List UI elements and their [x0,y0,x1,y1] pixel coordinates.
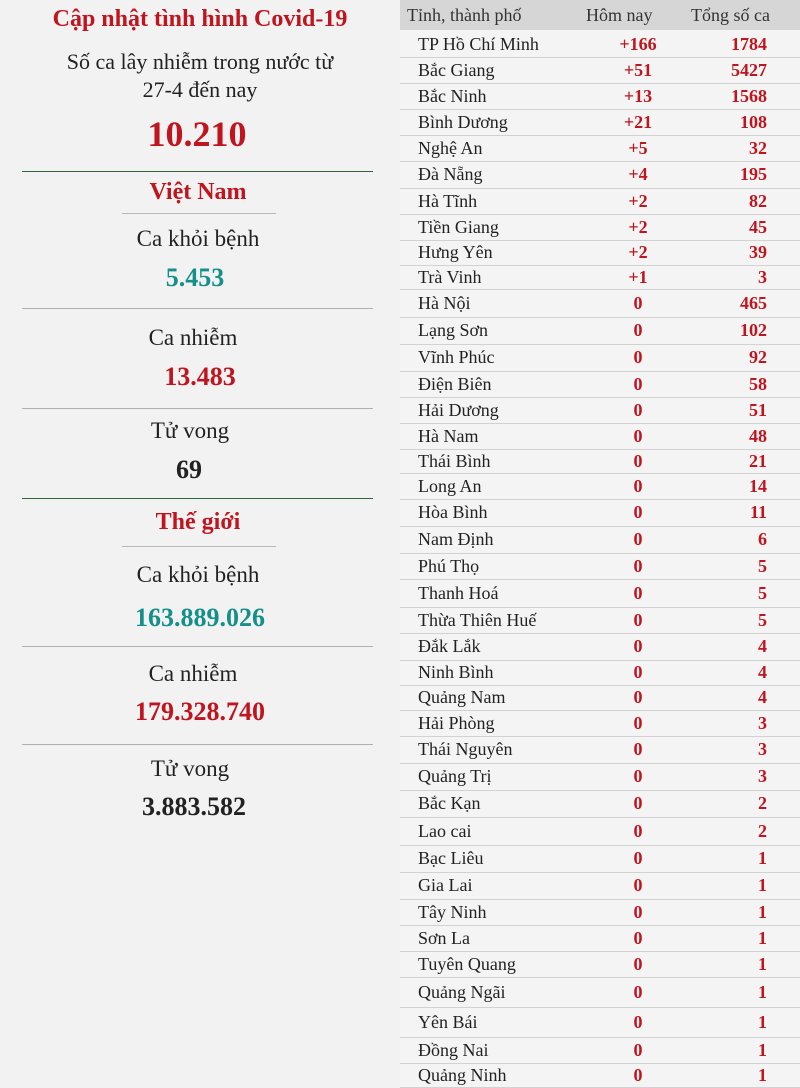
today-count: 0 [633,928,643,948]
total-count: 4 [758,662,767,682]
table-row [400,1008,800,1038]
subtitle-line-1: Số ca lây nhiễm trong nước từ [66,49,334,74]
table-row [400,580,800,608]
province-name: Lao cai [418,821,472,841]
table-row [400,737,800,764]
today-count: +2 [628,242,648,262]
today-count: 0 [633,1040,643,1060]
today-count: +4 [628,164,648,184]
province-name: Hà Nội [418,293,471,313]
today-count: 0 [633,293,643,313]
world-infected-value: 179.328.740 [135,697,265,726]
province-name: Hưng Yên [418,242,493,262]
total-count: 195 [740,164,767,184]
province-name: Vĩnh Phúc [418,347,495,367]
world-recovered-label: Ca khỏi bệnh [136,562,260,587]
table-row [400,318,800,345]
total-count: 1 [758,954,767,974]
vn-infected-value: 13.483 [164,362,236,391]
province-name: Thái Bình [418,451,491,471]
table-row [400,372,800,398]
domestic-total-value: 10.210 [147,114,247,154]
subtitle-line-2: 27-4 đến nay [142,77,258,102]
province-name: Bạc Liêu [418,848,484,868]
total-count: 1568 [731,86,767,106]
page-title: Cập nhật tình hình Covid-19 [52,6,348,32]
total-count: 45 [749,217,767,237]
table-row [400,978,800,1008]
province-name: Bắc Giang [418,60,495,80]
today-count: 0 [633,848,643,868]
table-row [400,136,800,162]
today-count: +21 [623,112,653,132]
total-count: 465 [740,293,767,313]
province-name: Phú Thọ [418,556,480,576]
table-row [400,32,800,58]
total-count: 4 [758,687,767,707]
total-count: 1 [758,848,767,868]
province-name: Bình Dương [418,112,508,132]
today-count: 0 [633,347,643,367]
table-row [400,1038,800,1064]
table-row [400,84,800,110]
table-row [400,527,800,554]
row-divider [22,308,373,309]
today-count: 0 [633,902,643,922]
province-name: TP Hồ Chí Minh [418,34,539,54]
total-count: 1784 [731,34,767,54]
total-count: 6 [758,529,767,549]
domestic-subtitle [20,48,380,104]
total-count: 51 [749,400,767,420]
today-count: 0 [633,713,643,733]
today-count: 0 [633,662,643,682]
total-count: 39 [749,242,767,262]
total-count: 3 [758,267,767,287]
total-count: 58 [749,374,767,394]
today-count: 0 [633,636,643,656]
total-count: 4 [758,636,767,656]
vn-recovered-label: Ca khỏi bệnh [136,226,260,251]
today-count: 0 [633,793,643,813]
world-deaths-value: 3.883.582 [142,792,246,821]
vietnam-section-title: Việt Nam [149,179,247,205]
today-count: 0 [633,529,643,549]
table-row [400,818,800,846]
province-name: Quảng Ninh [418,1065,507,1085]
section-divider [22,498,373,499]
today-count: 0 [633,875,643,895]
province-name: Nam Định [418,529,494,549]
table-row [400,952,800,978]
today-count: 0 [633,583,643,603]
title-underline [122,546,276,547]
province-name: Tây Ninh [418,902,487,922]
column-header-total: Tổng số ca [691,5,770,25]
table-row [400,424,800,450]
province-name: Hà Tĩnh [418,191,478,211]
today-count: 0 [633,451,643,471]
today-count: +166 [619,34,657,54]
today-count: 0 [633,954,643,974]
today-count: 0 [633,476,643,496]
today-count: +13 [623,86,653,106]
today-count: 0 [633,982,643,1002]
province-name: Quảng Trị [418,766,492,786]
world-recovered-value: 163.889.026 [135,603,265,632]
total-count: 5 [758,610,767,630]
today-count: 0 [633,687,643,707]
total-count: 1 [758,1065,767,1085]
column-header-province: Tỉnh, thành phố [407,5,522,25]
world-infected-label: Ca nhiễm [148,661,238,686]
total-count: 3 [758,713,767,733]
table-row [400,162,800,189]
table-row [400,686,800,711]
province-name: Quảng Nam [418,687,506,707]
total-count: 1 [758,928,767,948]
total-count: 102 [740,320,767,340]
section-divider [22,171,373,172]
table-row [400,608,800,634]
total-count: 1 [758,1040,767,1060]
today-count: 0 [633,400,643,420]
table-header [400,0,800,30]
today-count: 0 [633,1065,643,1085]
table-row [400,873,800,900]
province-name: Yên Bái [418,1012,478,1032]
province-name: Long An [418,476,482,496]
today-count: +51 [623,60,653,80]
row-divider [22,408,373,409]
total-count: 11 [749,502,767,522]
today-count: +2 [628,217,648,237]
total-count: 5 [758,583,767,603]
province-name: Trà Vinh [418,267,482,287]
total-count: 5427 [731,60,767,80]
table-row [400,661,800,686]
table-row [400,110,800,136]
world-section-title: Thế giới [155,509,241,535]
total-count: 2 [758,793,767,813]
total-count: 14 [749,476,767,496]
province-name: Hải Phòng [418,713,495,733]
table-row [400,1064,800,1088]
table-row [400,189,800,215]
today-count: +1 [628,267,648,287]
today-count: +5 [628,138,648,158]
today-count: 0 [633,1012,643,1032]
row-divider [22,744,373,745]
province-name: Nghệ An [418,138,483,158]
total-count: 1 [758,1012,767,1032]
province-name: Bắc Kạn [418,793,481,813]
table-row [400,290,800,318]
total-count: 1 [758,875,767,895]
total-count: 3 [758,766,767,786]
province-name: Đà Nẵng [418,164,483,184]
total-count: 32 [749,138,767,158]
total-count: 5 [758,556,767,576]
total-count: 2 [758,821,767,841]
province-name: Hà Nam [418,426,479,446]
row-divider [22,646,373,647]
vn-deaths-label: Tử vong [150,418,230,443]
province-name: Thừa Thiên Huế [418,610,537,630]
today-count: 0 [633,739,643,759]
table-row [400,215,800,241]
today-count: 0 [633,556,643,576]
vn-infected-label: Ca nhiễm [148,325,238,350]
province-name: Điện Biên [418,374,492,394]
vn-recovered-value: 5.453 [165,263,225,292]
table-row [400,900,800,926]
province-name: Thái Nguyên [418,739,513,759]
table-row [400,474,800,500]
column-header-today: Hôm nay [586,5,653,25]
total-count: 1 [758,982,767,1002]
table-row [400,926,800,952]
table-row [400,634,800,661]
table-row [400,450,800,474]
province-name: Thanh Hoá [418,583,499,603]
table-row [400,266,800,290]
province-name: Bắc Ninh [418,86,487,106]
today-count: 0 [633,821,643,841]
province-name: Tuyên Quang [418,954,516,974]
total-count: 48 [749,426,767,446]
province-table [400,0,800,1088]
province-name: Lạng Sơn [418,320,489,340]
today-count: +2 [628,191,648,211]
today-count: 0 [633,320,643,340]
table-row [400,500,800,527]
table-row [400,345,800,372]
total-count: 21 [749,451,767,471]
province-name: Tiền Giang [418,217,499,237]
today-count: 0 [633,374,643,394]
province-name: Ninh Bình [418,662,494,682]
total-count: 92 [749,347,767,367]
table-row [400,241,800,266]
table-row [400,554,800,580]
title-underline [122,213,276,214]
vn-deaths-value: 69 [176,455,202,484]
today-count: 0 [633,766,643,786]
table-row [400,58,800,84]
province-name: Gia Lai [418,875,473,895]
today-count: 0 [633,502,643,522]
province-name: Đồng Nai [418,1040,489,1060]
province-name: Sơn La [418,928,471,948]
province-name: Đắk Lắk [418,636,481,656]
table-row [400,764,800,791]
table-row [400,791,800,818]
table-row [400,846,800,873]
province-name: Quảng Ngãi [418,982,506,1002]
today-count: 0 [633,610,643,630]
total-count: 3 [758,739,767,759]
world-deaths-label: Tử vong [150,756,230,781]
today-count: 0 [633,426,643,446]
total-count: 82 [749,191,767,211]
province-name: Hòa Bình [418,502,488,522]
total-count: 1 [758,902,767,922]
table-row [400,398,800,424]
table-row [400,711,800,737]
total-count: 108 [740,112,767,132]
province-name: Hải Dương [418,400,499,420]
